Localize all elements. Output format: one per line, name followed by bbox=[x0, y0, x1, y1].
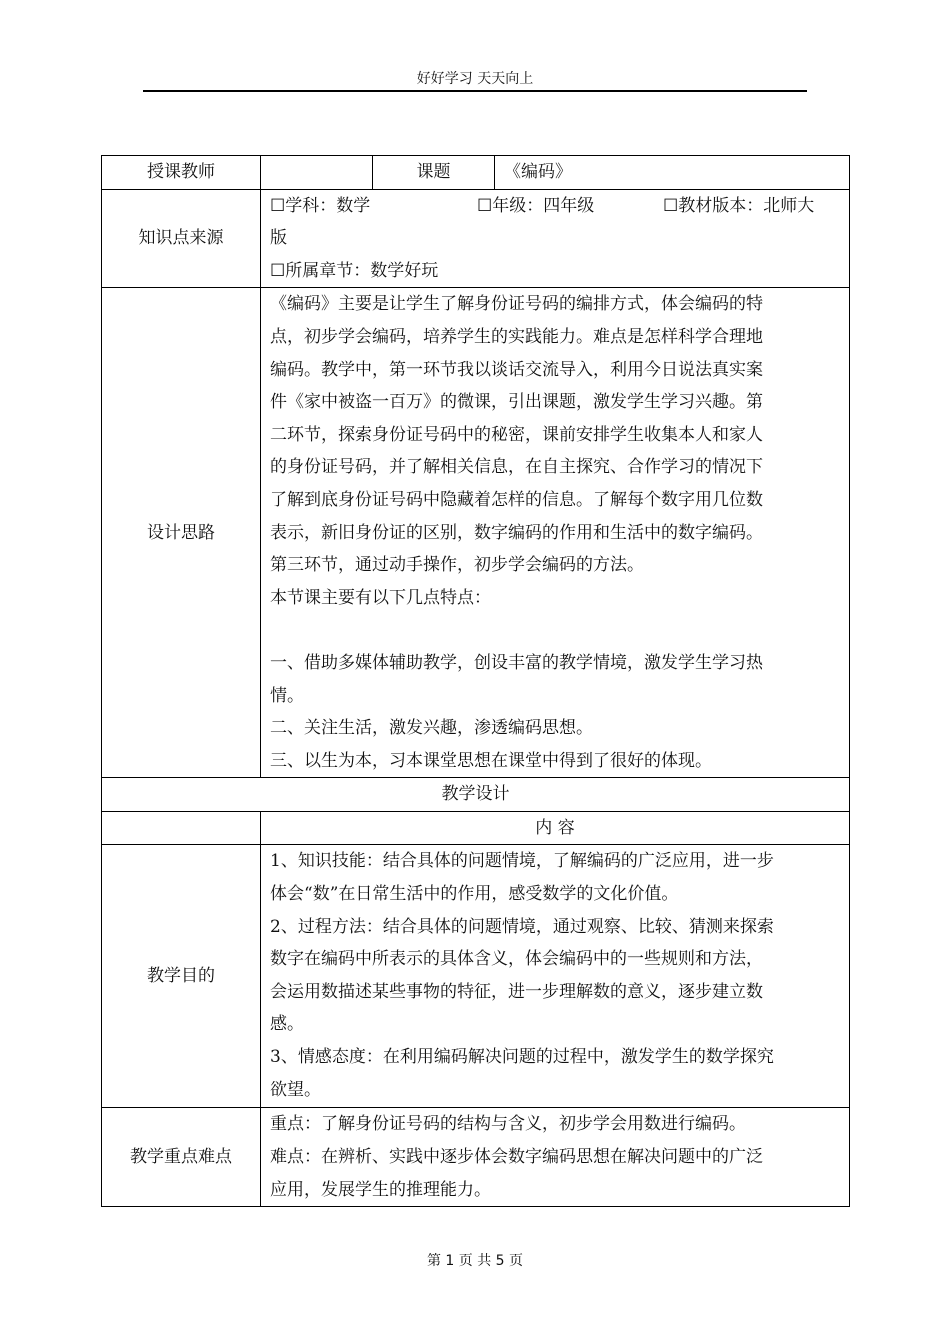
objectives-label: 教学目的 bbox=[102, 845, 261, 1108]
objective-line: 2、过程方法：结合具体的问题情境，通过观察、比较、猜测来探索 bbox=[270, 916, 774, 937]
design-label: 设计思路 bbox=[102, 288, 261, 778]
design-point: 二、关注生活，激发兴趣，渗透编码思想。 bbox=[270, 718, 593, 739]
design-line: 件《家中被盗一百万》的微课，引出课题，激发学生学习兴趣。第 bbox=[270, 392, 763, 413]
source-label: 知识点来源 bbox=[102, 189, 261, 288]
design-line: 了解到底身份证号码中隐藏着怎样的信息。了解每个数字用几位数 bbox=[270, 489, 763, 510]
edition-continuation: 版 bbox=[270, 228, 287, 249]
topic-label: 课题 bbox=[373, 156, 495, 190]
keypoint-line: 重点：了解身份证号码的结构与含义，初步学会用数进行编码。 bbox=[270, 1114, 746, 1135]
topic-value: 《编码》 bbox=[495, 156, 850, 190]
edition-checkbox: ☐教材版本：北师大 bbox=[663, 195, 815, 216]
design-line: 本节课主要有以下几点特点： bbox=[270, 587, 491, 608]
page-header: 好好学习 天天向上 bbox=[143, 68, 807, 92]
content-header-blank bbox=[102, 811, 261, 845]
keypoint-line: 应用，发展学生的推理能力。 bbox=[270, 1179, 491, 1200]
objective-line: 1、知识技能：结合具体的问题情境，了解编码的广泛应用，进一步 bbox=[270, 851, 774, 872]
objectives-row bbox=[102, 845, 850, 1108]
content-header-row bbox=[102, 811, 850, 845]
subject-checkbox: ☐学科：数学 bbox=[270, 195, 371, 216]
objective-line: 数字在编码中所表示的具体含义，体会编码中的一些规则和方法， bbox=[270, 949, 763, 970]
source-first-line bbox=[270, 190, 849, 223]
keypoint-line: 难点：在辨析、实践中逐步体会数字编码思想在解决问题中的广泛 bbox=[270, 1147, 763, 1168]
teacher-value bbox=[261, 156, 373, 190]
teaching-design-title: 教学设计 bbox=[102, 778, 850, 812]
design-point: 一、借助多媒体辅助教学，创设丰富的教学情境，激发学生学习热 bbox=[270, 652, 763, 673]
design-line: 二环节，探索身份证号码中的秘密，课前安排学生收集本人和家人 bbox=[270, 424, 763, 445]
keypoints-content bbox=[261, 1108, 850, 1207]
design-line: 的身份证号码，并了解相关信息，在自主探究、合作学习的情况下 bbox=[270, 457, 763, 478]
objectives-content bbox=[261, 845, 850, 1108]
lesson-plan-table bbox=[101, 155, 850, 1207]
keypoints-label: 教学重点难点 bbox=[102, 1108, 261, 1207]
teaching-design-row bbox=[102, 778, 850, 812]
objective-line: 体会“数”在日常生活中的作用，感受数学的文化价值。 bbox=[270, 884, 679, 905]
design-line: 编码。教学中，第一环节我以谈话交流导入，利用今日说法真实案 bbox=[270, 359, 763, 380]
design-line: 点，初步学会编码，培养学生的实践能力。难点是怎样科学合理地 bbox=[270, 326, 763, 347]
design-line: 表示，新旧身份证的区别，数字编码的作用和生活中的数字编码。 bbox=[270, 522, 763, 543]
objective-line: 会运用数描述某些事物的特征，进一步理解数的意义，逐步建立数 bbox=[270, 981, 763, 1002]
objective-line: 3、情感态度：在利用编码解决问题的过程中，激发学生的数学探究 bbox=[270, 1047, 774, 1068]
objective-line: 感。 bbox=[270, 1014, 304, 1035]
source-row bbox=[102, 189, 850, 288]
keypoints-row bbox=[102, 1108, 850, 1207]
teacher-label: 授课教师 bbox=[102, 156, 261, 190]
design-point: 三、以生为本，习本课堂思想在课堂中得到了很好的体现。 bbox=[270, 750, 712, 771]
objective-line: 欲望。 bbox=[270, 1079, 321, 1100]
blank-line bbox=[270, 614, 849, 647]
design-line: 第三环节，通过动手操作，初步学会编码的方法。 bbox=[270, 555, 644, 576]
chapter-checkbox: ☐所属章节：数学好玩 bbox=[270, 260, 439, 281]
source-content bbox=[261, 189, 850, 288]
teacher-row bbox=[102, 156, 850, 190]
design-row bbox=[102, 288, 850, 778]
design-line: 《编码》主要是让学生了解身份证号码的编排方式，体会编码的特 bbox=[270, 294, 763, 315]
design-point: 情。 bbox=[270, 685, 304, 706]
design-content bbox=[261, 288, 850, 778]
content-header: 内 容 bbox=[261, 811, 850, 845]
page-footer: 第 1 页 共 5 页 bbox=[426, 1253, 524, 1269]
grade-checkbox: ☐年级：四年级 bbox=[477, 195, 595, 216]
